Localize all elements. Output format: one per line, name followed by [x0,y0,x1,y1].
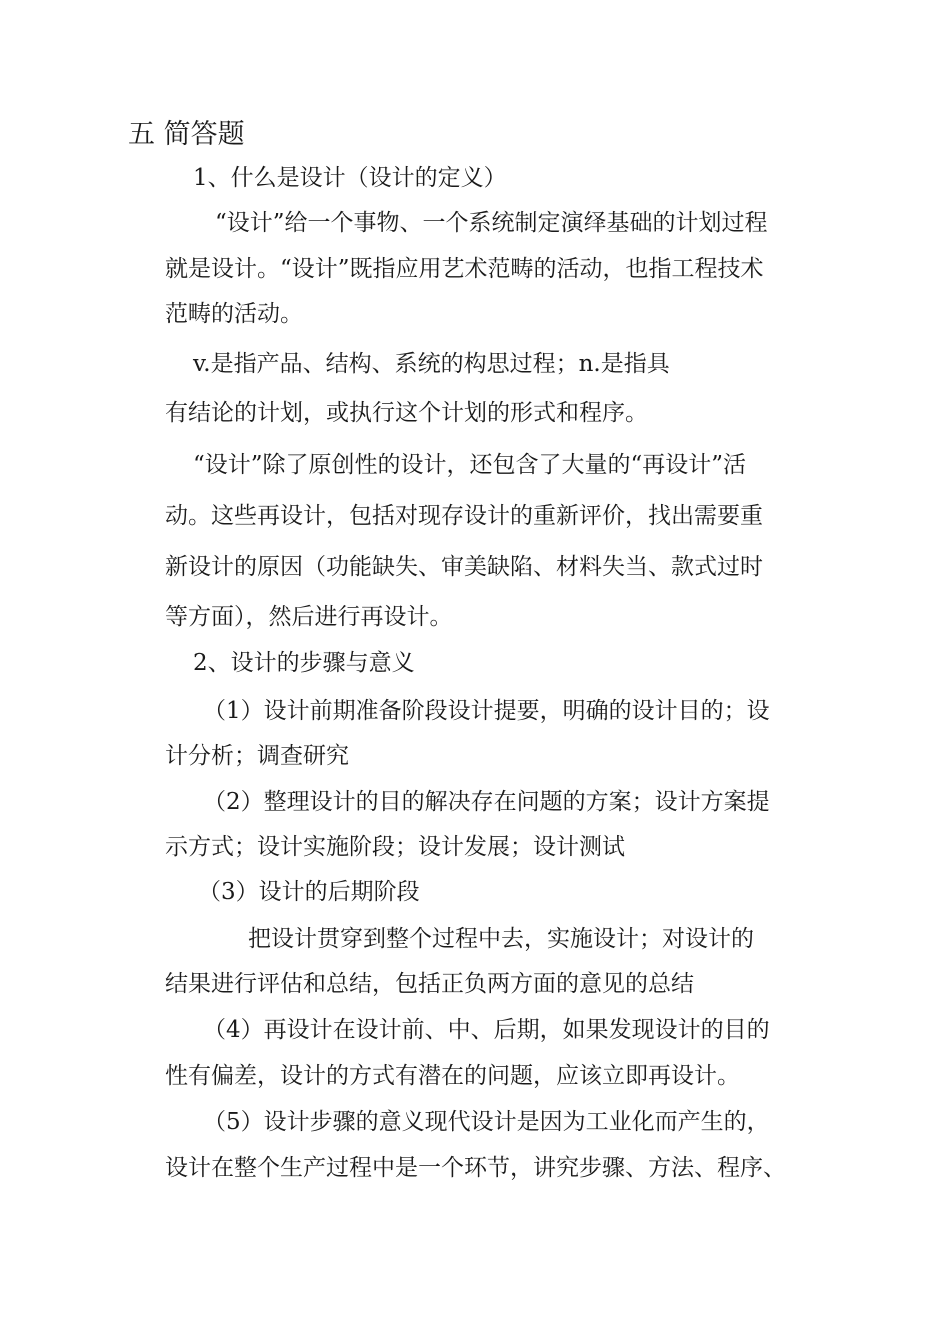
question-1-heading: 1、什么是设计（设计的定义） [193,165,507,191]
q2-line: 计分析；调查研究 [165,743,349,769]
question-2-heading: 2、设计的步骤与意义 [193,650,415,676]
section-title: 五 简答题 [128,119,245,150]
q2-line: 性有偏差，设计的方式有潜在的问题，应该立即再设计。 [165,1063,740,1089]
q2-line: 结果进行评估和总结，包括正负两方面的意见的总结 [165,971,694,997]
q2-line: （2）整理设计的目的解决存在问题的方案；设计方案提 [203,789,770,815]
q1-line: “设计”给一个事物、一个系统制定演绎基础的计划过程 [215,210,768,236]
q1-line: 动。这些再设计，包括对现存设计的重新评价，找出需要重 [165,503,763,529]
q1-line: 范畴的活动。 [165,301,303,327]
q1-line: v.是指产品、结构、系统的构思过程；n.是指具 [193,351,670,377]
q2-line: （1）设计前期准备阶段设计提要，明确的设计目的；设 [203,698,770,724]
q2-line: 设计在整个生产过程中是一个环节，讲究步骤、方法、程序、 [165,1155,786,1181]
q2-line: （5）设计步骤的意义现代设计是因为工业化而产生的， [203,1109,770,1135]
q1-line: 等方面），然后进行再设计。 [165,604,453,630]
q1-line: 有结论的计划，或执行这个计划的形式和程序。 [165,400,648,426]
q2-line: （3）设计的后期阶段 [198,879,420,905]
q2-line: 示方式；设计实施阶段；设计发展；设计测试 [165,834,625,860]
q2-line: （4）再设计在设计前、中、后期，如果发现设计的目的 [203,1017,770,1043]
q1-line: “设计”除了原创性的设计，还包含了大量的“再设计”活 [193,452,747,478]
q1-line: 新设计的原因（功能缺失、审美缺陷、材料失当、款式过时 [165,554,763,580]
q2-line: 把设计贯穿到整个过程中去，实施设计；对设计的 [248,926,754,952]
q1-line: 就是设计。“设计”既指应用艺术范畴的活动，也指工程技术 [165,256,764,282]
